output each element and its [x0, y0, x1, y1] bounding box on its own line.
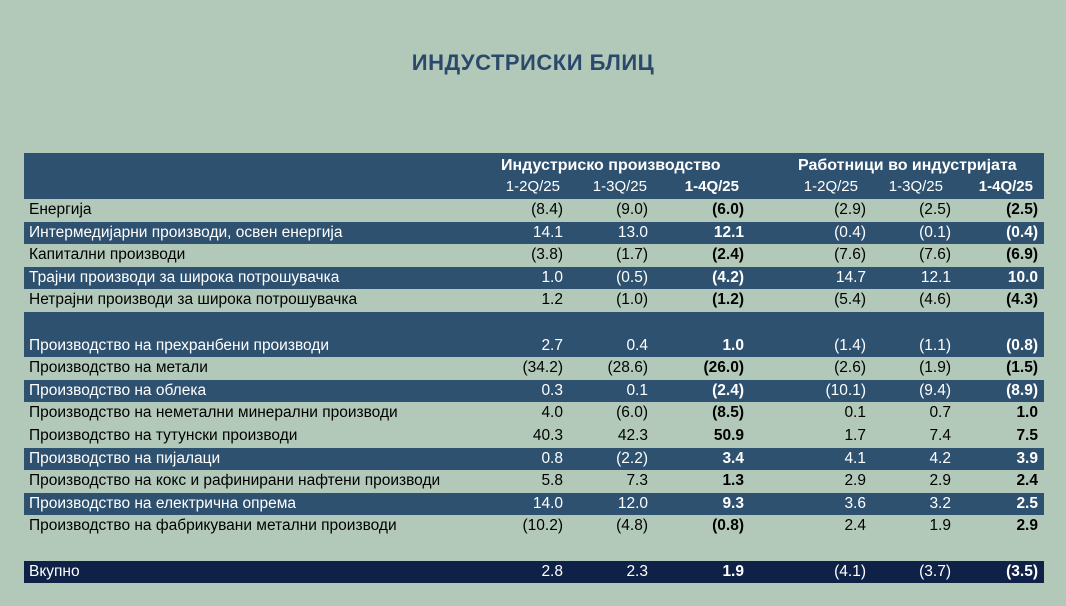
row-value: (1.1): [919, 336, 951, 354]
row-value: (2.5): [1006, 201, 1038, 218]
table-row: [24, 515, 1044, 538]
row-value: (9.0): [616, 201, 648, 218]
row-value: 4.1: [844, 449, 866, 467]
row-value: 50.9: [713, 426, 744, 444]
row-value: (8.9): [1006, 381, 1038, 399]
row-value: (6.0): [712, 201, 744, 218]
row-value: (1.0): [616, 291, 648, 309]
row-value: (2.5): [919, 201, 951, 218]
row-value: (0.1): [919, 223, 951, 241]
row-value: (9.4): [919, 381, 951, 399]
row-value: (8.5): [712, 404, 744, 422]
row-value: (4.1): [834, 562, 866, 580]
table-row: [24, 199, 1044, 222]
row-label: Интермедијарни производи, освен енергија: [29, 223, 343, 241]
row-value: (3.8): [531, 246, 563, 264]
row-value: (26.0): [703, 359, 744, 377]
spacer-row: [24, 538, 1044, 561]
row-value: 2.3: [626, 562, 648, 580]
table-row: [24, 222, 1044, 245]
row-value: 7.3: [626, 472, 648, 490]
row-label: Производство на облека: [29, 381, 207, 399]
row-value: 14.0: [532, 494, 563, 512]
row-value: 3.4: [722, 449, 744, 467]
row-value: 12.1: [713, 223, 744, 241]
table-row: [24, 493, 1044, 516]
row-label: Производство на фабрикувани метални производи: [29, 517, 397, 535]
row-value: 1.0: [541, 268, 563, 286]
row-value: 5.8: [541, 472, 563, 490]
row-value: 2.9: [1016, 517, 1038, 535]
period-header: 1-4Q/25: [684, 178, 739, 195]
period-header: 1-3Q/25: [592, 178, 647, 195]
period-header: 1-3Q/25: [888, 178, 943, 195]
row-value: (7.6): [834, 246, 866, 264]
table-row: [24, 335, 1044, 358]
group-header-workers: Работници во индустријата: [798, 157, 1017, 174]
row-value: 2.9: [929, 472, 951, 490]
row-label: Производство на метали: [29, 359, 208, 377]
row-value: (2.9): [834, 201, 866, 218]
row-value: 2.5: [1016, 494, 1038, 512]
row-value: 14.7: [835, 268, 866, 286]
row-value: 1.7: [844, 426, 866, 444]
row-value: 0.1: [626, 381, 648, 399]
row-value: (1.7): [616, 246, 648, 264]
row-value: (8.4): [531, 201, 563, 218]
table-row: [24, 448, 1044, 471]
row-value: 2.7: [541, 336, 563, 354]
row-label: Производство на пијалаци: [29, 449, 221, 467]
row-value: (1.4): [834, 336, 866, 354]
row-value: (4.2): [712, 268, 744, 286]
table-row: [24, 289, 1044, 312]
page-title: ИНДУСТРИСКИ БЛИЦ: [411, 50, 655, 75]
row-value: 3.6: [844, 494, 866, 512]
table-row: [24, 470, 1044, 493]
row-value: 12.0: [617, 494, 648, 512]
table-header: [24, 153, 1044, 199]
row-value: (10.1): [825, 381, 866, 399]
row-value: (4.8): [616, 517, 648, 535]
row-value: (0.4): [1006, 223, 1038, 241]
row-value: (1.9): [919, 359, 951, 377]
row-value: 4.2: [929, 449, 951, 467]
table-row: [24, 357, 1044, 380]
row-label: Производство на неметални минерални производи: [29, 404, 398, 422]
group-header-production: Индустриско производство: [501, 157, 721, 174]
row-value: (3.5): [1006, 562, 1038, 580]
row-value: 0.4: [626, 336, 648, 354]
row-value: 40.3: [532, 426, 563, 444]
row-value: 7.5: [1016, 426, 1038, 444]
row-label: Енергија: [29, 201, 92, 218]
row-value: 13.0: [617, 223, 648, 241]
separator-row: [24, 312, 1044, 335]
table-row: [24, 425, 1044, 448]
row-value: 14.1: [532, 223, 563, 241]
row-value: 10.0: [1007, 268, 1038, 286]
row-value: 9.3: [722, 494, 744, 512]
row-label: Производство на кокс и рафинирани нафтени производи: [29, 472, 441, 490]
row-value: (2.4): [712, 381, 744, 399]
row-value: 1.2: [541, 291, 563, 309]
row-value: (4.3): [1006, 291, 1038, 309]
row-value: 4.0: [541, 404, 563, 422]
row-value: 7.4: [929, 426, 951, 444]
row-value: (1.5): [1006, 359, 1038, 377]
row-label: Производство на тутунски производи: [29, 426, 298, 444]
row-label: Производство на прехранбени производи: [29, 336, 329, 354]
table-row: [24, 267, 1044, 290]
row-value: (0.8): [1006, 336, 1038, 354]
total-row: [24, 561, 1044, 584]
table-row: [24, 244, 1044, 267]
row-value: (34.2): [522, 359, 563, 377]
row-value: (10.2): [522, 517, 563, 535]
row-value: 42.3: [617, 426, 648, 444]
row-value: 0.7: [929, 404, 951, 422]
row-value: 1.9: [929, 517, 951, 535]
row-label: Трајни производи за широка потрошувачка: [29, 268, 340, 286]
period-header: 1-2Q/25: [505, 178, 560, 195]
row-value: 2.4: [1016, 472, 1038, 490]
row-value: (4.6): [919, 291, 951, 309]
row-value: 1.0: [1016, 404, 1038, 422]
row-value: (28.6): [607, 359, 648, 377]
row-value: 2.9: [844, 472, 866, 490]
row-label: Вкупно: [29, 562, 80, 580]
row-label: Производство на електрична опрема: [29, 494, 297, 512]
row-value: 1.3: [722, 472, 744, 490]
row-value: 2.8: [541, 562, 563, 580]
row-value: 1.9: [722, 562, 744, 580]
row-value: 0.1: [844, 404, 866, 422]
row-value: (6.9): [1006, 246, 1038, 264]
row-value: 12.1: [920, 268, 951, 286]
period-header: 1-4Q/25: [978, 178, 1033, 195]
row-value: 3.9: [1016, 449, 1038, 467]
row-value: (2.4): [712, 246, 744, 264]
industry-table: [24, 153, 1044, 583]
row-value: (3.7): [919, 562, 951, 580]
row-value: 2.4: [844, 517, 866, 535]
row-value: (6.0): [616, 404, 648, 422]
row-label: Капитални производи: [29, 246, 186, 264]
row-value: (2.2): [616, 449, 648, 467]
row-value: 1.0: [722, 336, 744, 354]
row-value: 0.3: [541, 381, 563, 399]
row-value: (0.8): [712, 517, 744, 535]
table-row: [24, 380, 1044, 403]
row-value: (2.6): [834, 359, 866, 377]
row-value: (0.5): [616, 268, 648, 286]
row-value: 0.8: [541, 449, 563, 467]
row-value: (0.4): [834, 223, 866, 241]
row-value: (5.4): [834, 291, 866, 309]
row-value: (7.6): [919, 246, 951, 264]
period-header: 1-2Q/25: [803, 178, 858, 195]
table-row: [24, 402, 1044, 425]
row-value: (1.2): [712, 291, 744, 309]
row-label: Нетрајни производи за широка потрошувачка: [29, 291, 358, 309]
row-value: 3.2: [929, 494, 951, 512]
